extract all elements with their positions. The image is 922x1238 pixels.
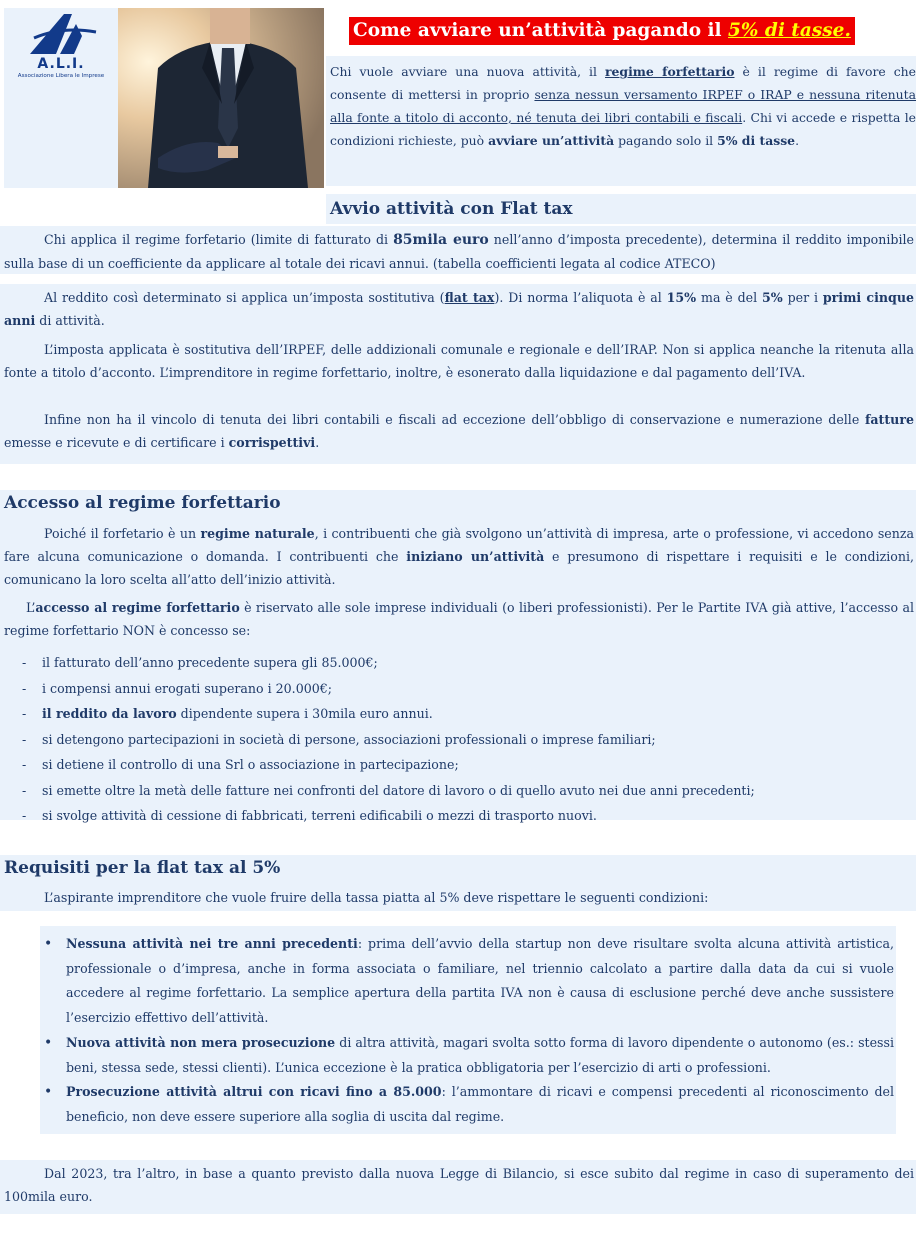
businessman-photo [118, 8, 324, 188]
exclusion-list [22, 650, 912, 829]
list-item: - si svolge attività di cessione di fabbricati, terreni edificabili o mezzi di trasporto nuovi. [22, 803, 912, 829]
list-item: - si emette oltre la metà delle fatture nei confronti del datore di lavoro o di quello avuto nei due anni precedenti; [22, 778, 912, 804]
flat-paragraph-4: Infine non ha il vincolo di tenuta dei libri contabili e fiscali ad eccezione dell’obbligo di conservazione e numerazione delle fatture emesse e ricevute e di certificare i corrispettivi. [4, 412, 914, 450]
logo-a-icon [26, 12, 98, 56]
list-item: - si detengono partecipazioni in società di persone, associazioni professionali o imprese familiari; [22, 727, 912, 753]
list-item: - il fatturato dell’anno precedente supera gli 85.000€; [22, 650, 912, 676]
regime-forfettario-link[interactable]: regime forfettario [605, 64, 735, 79]
intro-paragraph: Chi vuole avviare una nuova attività, il regime forfettario è il regime di favore che consente di mettersi in proprio senza nessun versamento IRPEF o IRAP e nessuna ritenuta alla fonte a titolo di acconto, né tenuta dei libri contabili e fiscali. Chi vi accede e rispetta le condizioni richieste, può avviare un’attività pagando solo il 5% di tasse. [330, 64, 916, 148]
list-item: - si detiene il controllo di una Srl o associazione in partecipazione; [22, 752, 912, 778]
flat-paragraph-2: Al reddito così determinato si applica un’imposta sostitutiva (flat tax). Di norma l’aliquota è al 15% ma è del 5% per i primi cinque anni di attività. [4, 290, 914, 328]
list-item: • Prosecuzione attività altrui con ricavi fino a 85.000: l’ammontare di ricavi e compensi precedenti al riconoscimento del beneficio, non deve essere superiore alla soglia di uscita dal regime. [44, 1080, 894, 1129]
page-title: Come avviare un’attività pagando il 5% di tasse. [349, 17, 855, 45]
list-item: • Nessuna attività nei tre anni precedenti: prima dell’avvio della startup non deve risultare svolta alcuna attività artistica, professionale o d’impresa, anche in forma associata o familiare, nel triennio calcolato a partire dalla data da cui si vuole accedere al regime forfettario. La semplice apertura della partita IVA non è causa di esclusione perché deve anche sussistere l’esercizio effettivo dell’attività. [44, 932, 894, 1031]
flat-paragraph-1: Chi applica il regime forfetario (limite di fatturato di 85mila euro nell’anno d’imposta precedente), determina il reddito imponibile sulla base di un coefficiente da applicare al totale dei ricavi annui. (tabella coefficienti legata al codice ATECO) [4, 232, 914, 271]
list-item: - il reddito da lavoro dipendente supera i 30mila euro annui. [22, 701, 912, 727]
access-paragraph-1: Poiché il forfetario è un regime naturale, i contribuenti che già svolgono un’attività di impresa, arte o professione, vi accedono senza fare alcuna comunicazione o domanda. I contribuenti che iniziano un’attività e presumono di rispettare i requisiti e le condizioni, comunicano la loro scelta all’atto dell’inizio attività. [4, 526, 914, 587]
access-paragraph-2: L’accesso al regime forfettario è riservato alle sole imprese individuali (o liberi professionisti). Per le Partite IVA già attive, l’accesso al regime forfettario NON è concesso se: [4, 600, 914, 638]
requirements-heading: Requisiti per la flat tax al 5% [4, 858, 281, 878]
logo-name: A.L.I. [37, 56, 85, 72]
logo-subtitle: Associazione Libera le Imprese [17, 73, 105, 79]
closing-paragraph: Dal 2023, tra l’altro, in base a quanto previsto dalla nuova Legge di Bilancio, si esce subito dal regime in caso di superamento dei 100mila euro. [4, 1166, 914, 1204]
access-heading: Accesso al regime forfettario [4, 493, 281, 513]
flat-tax-link[interactable]: flat tax [444, 290, 495, 305]
flat-tax-heading: Avvio attività con Flat tax [330, 199, 573, 219]
list-item: - i compensi annui erogati superano i 20.000€; [22, 676, 912, 702]
list-item: • Nuova attività non mera prosecuzione di altra attività, magari svolta sotto forma di lavoro dipendente o autonomo (es.: stessi beni, stessa sede, stessi clienti). L’unica eccezione è la pratica obbligatoria per l’esercizio di arti o professioni. [44, 1031, 894, 1080]
requirements-intro: L’aspirante imprenditore che vuole fruire della tassa piatta al 5% deve rispettare le seguenti condizioni: [44, 890, 709, 905]
logo [4, 8, 118, 188]
title-highlight: 5% di tasse. [728, 20, 851, 41]
flat-paragraph-3: L’imposta applicata è sostitutiva dell’IRPEF, delle addizionali comunale e regionale e dell’IRAP. Non si applica neanche la ritenuta alla fonte a titolo d’acconto. L’imprenditore in regime forfettario, inoltre, è esonerato dalla liquidazione e dal pagamento dell’IVA. [4, 342, 914, 380]
requirements-list [44, 932, 894, 1130]
